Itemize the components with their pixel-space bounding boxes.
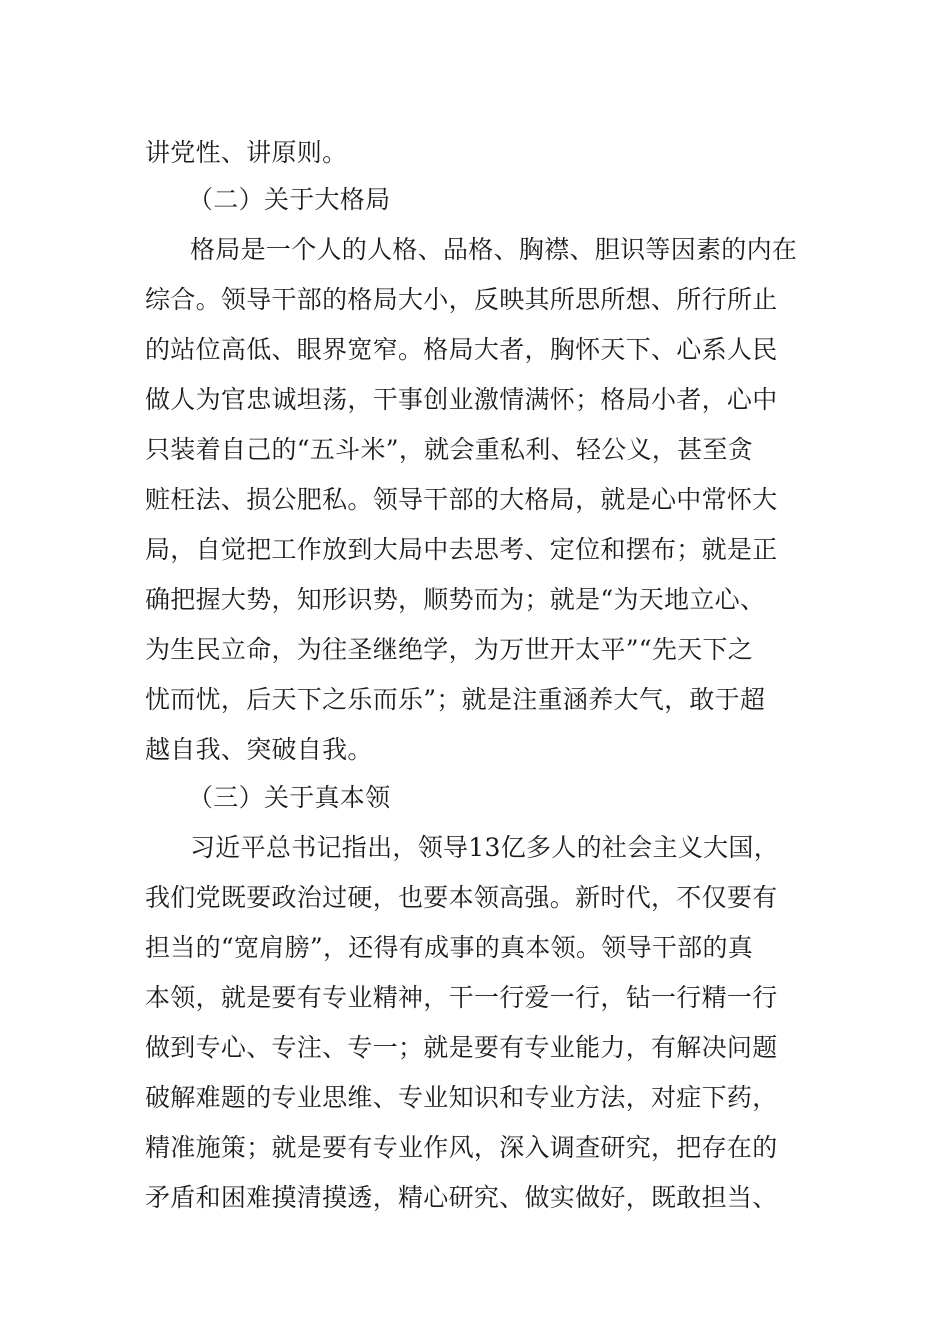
text-line: 做到专心、专注、专一；就是要有专业能力，有解决问题 — [145, 1033, 778, 1062]
text-line: 局，自觉把工作放到大局中去思考、定位和摆布；就是正 — [145, 535, 778, 564]
text-line: 习近平总书记指出，领导13亿多人的社会主义大国， — [190, 833, 780, 862]
text-line: 只装着自己的“五斗米”，就会重私利、轻公义，甚至贪 — [145, 435, 754, 464]
text-line: 的站位高低、眼界宽窄。格局大者，胸怀天下、心系人民 — [145, 335, 778, 364]
section-heading-2: （二）关于大格局 — [188, 185, 391, 214]
text-line: 讲党性、讲原则。 — [145, 138, 348, 167]
text-line: 忧而忧，后天下之乐而乐”；就是注重涵养大气，敢于超 — [145, 685, 766, 714]
text-line: 做人为官忠诚坦荡，干事创业激情满怀；格局小者，心中 — [145, 385, 778, 414]
section-heading-3: （三）关于真本领 — [188, 783, 391, 812]
text-line: 格局是一个人的人格、品格、胸襟、胆识等因素的内在 — [190, 235, 798, 264]
text-line: 破解难题的专业思维、专业知识和专业方法，对症下药， — [145, 1083, 778, 1112]
text-line: 矛盾和困难摸清摸透，精心研究、做实做好，既敢担当、 — [145, 1183, 778, 1212]
text-line: 赃枉法、损公肥私。领导干部的大格局，就是心中常怀大 — [145, 485, 778, 514]
text-line: 我们党既要政治过硬，也要本领高强。新时代，不仅要有 — [145, 883, 778, 912]
text-line: 为生民立命，为往圣继绝学，为万世开太平”“先天下之 — [145, 635, 754, 664]
text-line: 精准施策；就是要有专业作风，深入调查研究，把存在的 — [145, 1133, 778, 1162]
text-line: 越自我、突破自我。 — [145, 735, 373, 764]
text-line: 本领，就是要有专业精神，干一行爱一行，钻一行精一行 — [145, 983, 778, 1012]
text-line: 担当的“宽肩膀”，还得有成事的真本领。领导干部的真 — [145, 933, 754, 962]
text-line: 综合。领导干部的格局大小，反映其所思所想、所行所止 — [145, 285, 778, 314]
text-line: 确把握大势，知形识势，顺势而为；就是“为天地立心、 — [145, 585, 766, 614]
